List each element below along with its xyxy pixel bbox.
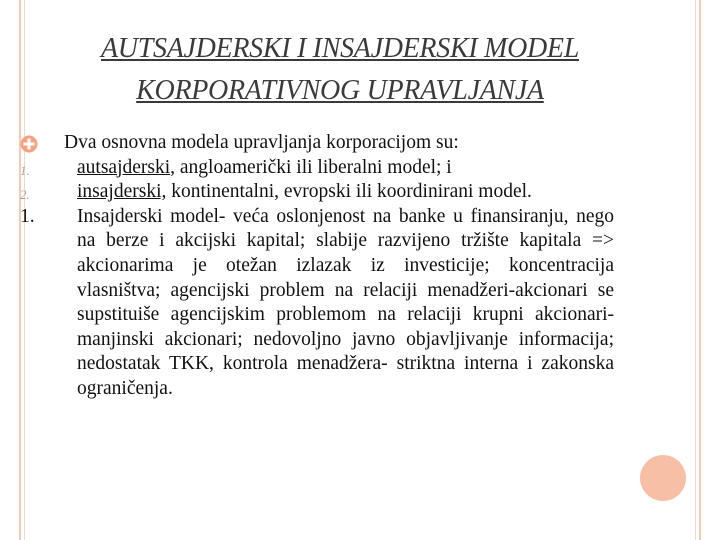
list-number: 2. xyxy=(20,187,30,203)
detail-paragraph xyxy=(20,205,614,402)
detail-number: 1. xyxy=(20,205,35,227)
title-line-1: AUTSAJDERSKI I INSAJDERSKI MODEL xyxy=(101,33,579,64)
decorative-circle xyxy=(640,455,686,501)
intro-row xyxy=(20,131,614,156)
orange-cross-icon xyxy=(20,135,38,153)
slide-body xyxy=(20,131,614,402)
list-item-rest: kontinentalni, evropski ili koordinirani model. xyxy=(166,181,532,203)
right-frame-inner-line xyxy=(695,0,696,540)
list-item xyxy=(20,180,614,205)
intro-text: Dva osnovna modela upravljanja korporacijom su: xyxy=(64,132,459,153)
list-item-term: autsajderski xyxy=(77,156,171,178)
list-item-rest: , angloamerički ili liberalni model; i xyxy=(170,156,452,178)
list-item-text xyxy=(77,156,614,181)
slide-title xyxy=(40,28,640,112)
list-number: 1. xyxy=(20,162,30,178)
list-item xyxy=(20,156,614,181)
list-item-text xyxy=(77,180,614,205)
list-item-term: insajderski, xyxy=(77,181,167,203)
right-frame-line xyxy=(699,0,701,540)
detail-text: Insajderski model- veća oslonjenost na banke u finansiranju, nego na berze i akcijski kapital; slabije razvijeno tržište kapitala => akcionarima je otežan izlazak iz investicije; koncentracija vlasništva; agencijski problem na relaciji menadžeri-akcionari se supstituiše agencijskim problemom na relaciji krupni akcionari-manjinski akcionari; nedovoljno javno objavljivanje informacija; nedostatak TKK, kontrola menadžera- striktna interna i zakonska ograničenja. xyxy=(77,205,614,399)
title-line-2: KORPORATIVNOG UPRAVLJANJA xyxy=(136,75,544,106)
